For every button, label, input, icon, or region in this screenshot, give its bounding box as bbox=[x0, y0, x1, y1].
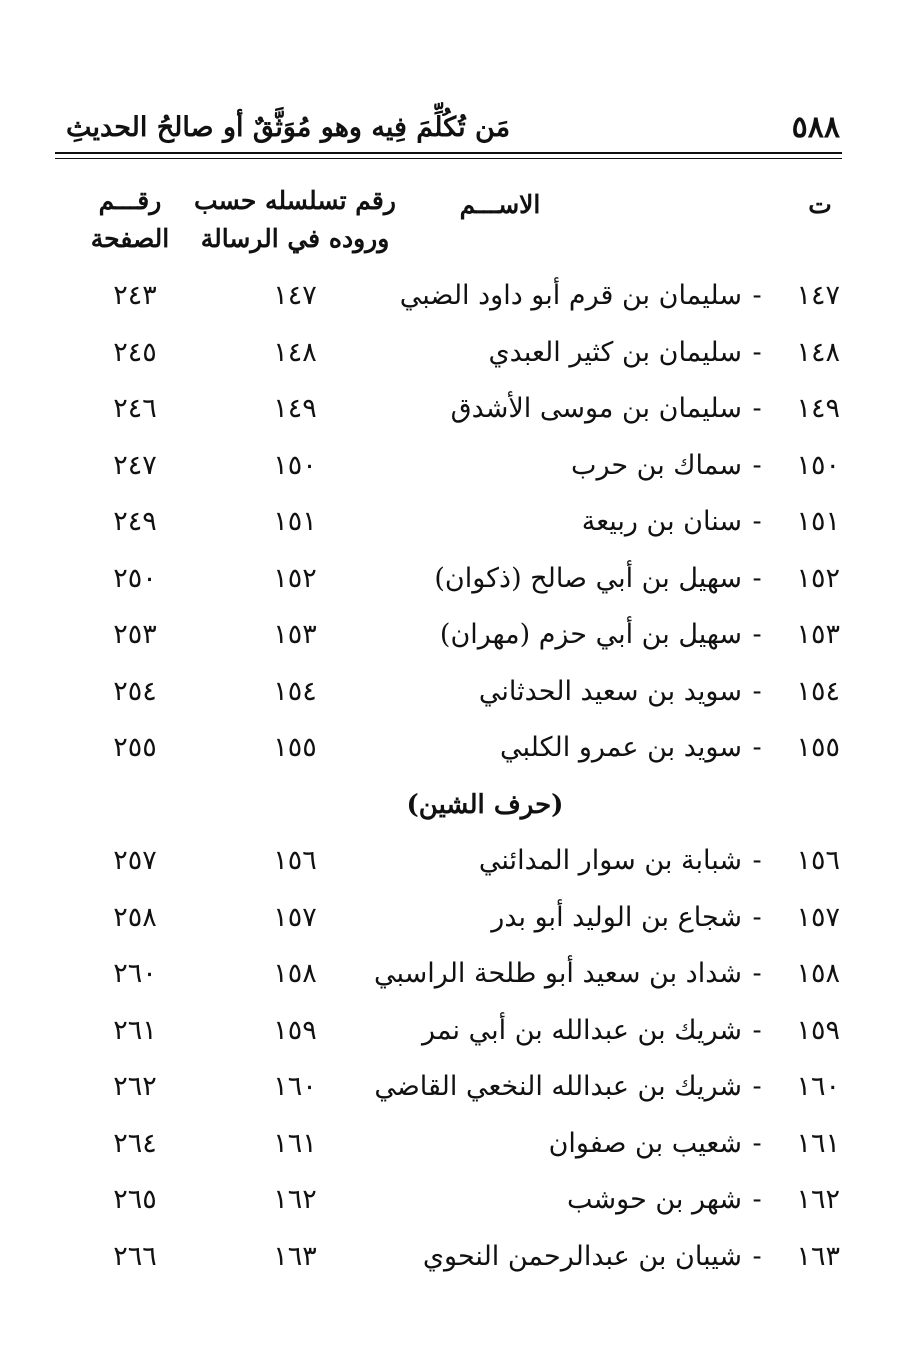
entry-name: سليمان بن كثير العبدي bbox=[488, 336, 742, 368]
table-row bbox=[70, 607, 840, 664]
entry-order: ١٥٥ bbox=[273, 732, 317, 763]
entry-number: ١٦٢ bbox=[796, 1184, 840, 1215]
entry-cell bbox=[400, 268, 840, 324]
table-row bbox=[70, 1116, 840, 1173]
entry-name: شريك بن عبدالله بن أبي نمر bbox=[422, 1014, 742, 1046]
entry-separator: - bbox=[752, 619, 762, 650]
entry-number: ١٦١ bbox=[796, 1127, 840, 1159]
entry-number: ١٥٢ bbox=[796, 562, 840, 594]
entry-number: ١٤٧ bbox=[796, 280, 840, 311]
entry-number: ١٥٧ bbox=[796, 901, 840, 933]
entry-name: شجاع بن الوليد أبو بدر bbox=[491, 901, 742, 933]
entry-order: ١٦٢ bbox=[273, 1184, 317, 1215]
column-header-page-line2: الصفحة bbox=[90, 224, 170, 253]
entry-page: ٢٤٩ bbox=[113, 506, 157, 537]
entry-name: شعيب بن صفوان bbox=[548, 1127, 742, 1159]
entry-order: ١٥٦ bbox=[273, 845, 317, 876]
entry-separator: - bbox=[752, 506, 762, 537]
entry-name: شداد بن سعيد أبو طلحة الراسبي bbox=[374, 958, 742, 989]
entry-order: ١٥٨ bbox=[273, 958, 317, 989]
entry-number: ١٥٤ bbox=[796, 675, 840, 707]
table-row bbox=[70, 1003, 840, 1060]
entry-cell bbox=[374, 1059, 840, 1115]
entry-cell bbox=[479, 664, 840, 720]
entry-order: ١٦٣ bbox=[273, 1240, 317, 1272]
entry-separator: - bbox=[752, 732, 762, 763]
entry-number: ١٥٦ bbox=[796, 845, 840, 876]
page-header bbox=[60, 108, 840, 152]
entry-page: ٢٥٥ bbox=[113, 732, 157, 763]
entry-order: ١٥٧ bbox=[273, 901, 317, 933]
entry-order: ١٥٩ bbox=[273, 1014, 317, 1046]
entry-order: ١٦٠ bbox=[273, 1071, 317, 1102]
index-rows-group-b bbox=[70, 833, 840, 1285]
table-column-headers bbox=[70, 182, 840, 262]
entry-name: شبابة بن سوار المدائني bbox=[478, 845, 742, 876]
entry-name: سويد بن سعيد الحدثاني bbox=[478, 675, 742, 707]
entry-cell bbox=[422, 1003, 840, 1059]
entry-name: سنان بن ربيعة bbox=[581, 506, 742, 537]
entry-page: ٢٥٤ bbox=[113, 675, 157, 707]
entry-name: سليمان بن قرم أبو داود الضبي bbox=[399, 280, 742, 311]
table-row bbox=[70, 1059, 840, 1116]
entry-cell bbox=[489, 325, 840, 381]
table-row bbox=[70, 1172, 840, 1229]
entry-order: ١٥٤ bbox=[273, 675, 317, 707]
entry-order: ١٦١ bbox=[273, 1127, 317, 1159]
entry-cell bbox=[549, 1116, 840, 1172]
entry-page: ٢٦٦ bbox=[113, 1240, 157, 1272]
entry-page: ٢٤٧ bbox=[113, 449, 157, 481]
header-rule-thin bbox=[55, 158, 842, 159]
entry-separator: - bbox=[752, 901, 762, 933]
entry-order: ١٤٧ bbox=[273, 280, 317, 311]
entry-number: ١٥٠ bbox=[796, 449, 840, 481]
index-rows-group-a bbox=[70, 268, 840, 777]
entry-order: ١٤٩ bbox=[273, 393, 317, 424]
entry-number: ١٦٣ bbox=[796, 1240, 840, 1272]
entry-page: ٢٤٣ bbox=[113, 280, 157, 311]
entry-page: ٢٦٢ bbox=[113, 1071, 157, 1102]
table-row bbox=[70, 494, 840, 551]
table-row bbox=[70, 890, 840, 947]
entry-cell bbox=[491, 890, 840, 946]
entry-number: ١٥٨ bbox=[796, 958, 840, 989]
entry-page: ٢٦٥ bbox=[113, 1184, 157, 1215]
table-row bbox=[70, 833, 840, 890]
column-header-name: الاســـم bbox=[459, 190, 541, 219]
entry-number: ١٦٠ bbox=[796, 1071, 840, 1102]
table-row bbox=[70, 268, 840, 325]
table-row bbox=[70, 438, 840, 495]
column-header-page-line1: رقـــم bbox=[98, 186, 162, 215]
entry-separator: - bbox=[752, 675, 762, 707]
entry-name: سويد بن عمرو الكلبي bbox=[500, 732, 742, 763]
entry-number: ١٥٣ bbox=[796, 619, 840, 650]
entry-separator: - bbox=[752, 1071, 762, 1102]
entry-cell bbox=[440, 607, 840, 663]
entry-page: ٢٥٧ bbox=[113, 845, 157, 876]
entry-page: ٢٥٨ bbox=[113, 901, 157, 933]
entry-separator: - bbox=[752, 449, 762, 481]
index-table bbox=[70, 268, 840, 1285]
entry-separator: - bbox=[752, 562, 762, 594]
entry-page: ٢٦٠ bbox=[113, 958, 157, 989]
entry-cell bbox=[500, 720, 840, 776]
entry-separator: - bbox=[752, 1127, 762, 1159]
entry-separator: - bbox=[752, 958, 762, 989]
entry-name: سليمان بن موسى الأشدق bbox=[450, 393, 742, 424]
entry-separator: - bbox=[752, 1240, 762, 1272]
entry-separator: - bbox=[752, 336, 762, 368]
entry-name: شريك بن عبدالله النخعي القاضي bbox=[374, 1071, 742, 1102]
entry-number: ١٤٨ bbox=[796, 336, 840, 368]
entry-name: سهيل بن أبي حزم (مهران) bbox=[439, 619, 742, 650]
entry-separator: - bbox=[752, 845, 762, 876]
entry-name: سهيل بن أبي صالح (ذكوان) bbox=[434, 562, 742, 594]
entry-separator: - bbox=[752, 393, 762, 424]
entry-separator: - bbox=[752, 1184, 762, 1215]
entry-number: ١٥١ bbox=[796, 506, 840, 537]
table-row bbox=[70, 720, 840, 777]
header-rule-thick bbox=[55, 152, 842, 154]
table-row bbox=[70, 551, 840, 608]
entry-page: ٢٦٤ bbox=[113, 1127, 157, 1159]
entry-name: شيبان بن عبدالرحمن النحوي bbox=[422, 1240, 742, 1272]
table-row bbox=[70, 946, 840, 1003]
section-heading: (حرف الشين) bbox=[406, 789, 564, 820]
entry-order: ١٥١ bbox=[273, 506, 317, 537]
column-header-seq: ت bbox=[808, 190, 832, 219]
table-row bbox=[70, 664, 840, 721]
entry-page: ٢٥٠ bbox=[113, 562, 157, 594]
entry-page: ٢٥٣ bbox=[113, 619, 157, 650]
entry-cell bbox=[451, 381, 840, 437]
entry-order: ١٤٨ bbox=[273, 336, 317, 368]
column-header-order-line1: رقم تسلسله حسب bbox=[194, 186, 396, 215]
entry-cell bbox=[567, 1172, 840, 1228]
entry-cell bbox=[423, 1229, 840, 1285]
entry-number: ١٤٩ bbox=[796, 393, 840, 424]
entry-name: شهر بن حوشب bbox=[567, 1184, 742, 1215]
entry-cell bbox=[582, 494, 840, 550]
entry-page: ٢٤٥ bbox=[113, 336, 157, 368]
page-number: ٥٨٨ bbox=[791, 110, 840, 145]
table-row bbox=[70, 1229, 840, 1286]
entry-name: سماك بن حرب bbox=[571, 449, 742, 481]
entry-cell bbox=[434, 551, 840, 607]
entry-number: ١٥٩ bbox=[796, 1014, 840, 1046]
entry-separator: - bbox=[752, 1014, 762, 1046]
column-header-order bbox=[190, 182, 400, 258]
column-header-page bbox=[70, 182, 190, 258]
table-row bbox=[70, 381, 840, 438]
entry-cell bbox=[374, 946, 840, 1002]
entry-separator: - bbox=[752, 280, 762, 311]
entry-page: ٢٤٦ bbox=[113, 393, 157, 424]
entry-cell bbox=[479, 833, 840, 889]
column-header-order-line2: وروده في الرسالة bbox=[200, 224, 390, 253]
entry-page: ٢٦١ bbox=[113, 1014, 157, 1046]
entry-number: ١٥٥ bbox=[796, 732, 840, 763]
entry-order: ١٥٠ bbox=[273, 449, 317, 481]
running-title: مَن تُكُلِّمَ فِيه وهو مُوَثَّقٌ أو صالحُ الحديثِ bbox=[66, 112, 511, 143]
table-row bbox=[70, 325, 840, 382]
entry-cell bbox=[571, 438, 840, 494]
entry-order: ١٥٢ bbox=[273, 562, 317, 594]
entry-order: ١٥٣ bbox=[273, 619, 317, 650]
